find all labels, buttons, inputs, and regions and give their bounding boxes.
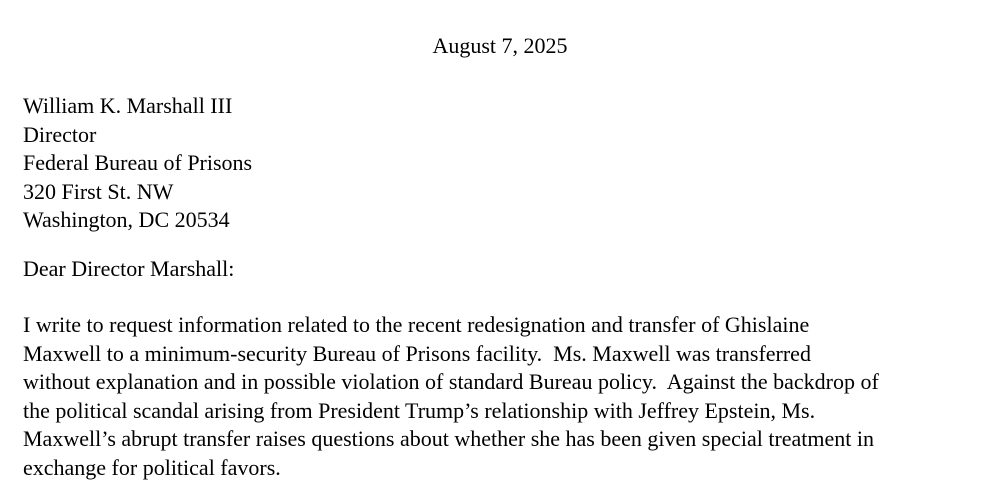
letter-date: August 7, 2025 [432, 33, 568, 58]
paragraph-line: I write to request information related to the recent redesignation and transfer of Ghislaine [23, 312, 810, 337]
recipient-address-block [23, 92, 252, 235]
body-paragraph [23, 311, 879, 483]
paragraph-line: Maxwell’s abrupt transfer raises questions about whether she has been given special treatment in [23, 426, 875, 452]
paragraph-line: without explanation and in possible violation of standard Bureau policy. Against the backdrop of [23, 369, 879, 395]
recipient-organization: Federal Bureau of Prisons [23, 150, 253, 176]
paragraph-line: the political scandal arising from President Trump’s relationship with Jeffrey Epstein, Ms. [23, 397, 816, 423]
recipient-title: Director [23, 121, 97, 147]
paragraph-line: Maxwell to a minimum-security Bureau of Prisons facility. Ms. Maxwell was transferred [23, 340, 811, 366]
recipient-city-state-zip: Washington, DC 20534 [23, 207, 230, 233]
recipient-name: William K. Marshall III [23, 93, 233, 118]
salutation: Dear Director Marshall: [23, 256, 235, 281]
recipient-street: 320 First St. NW [23, 178, 174, 204]
paragraph-line: exchange for political favors. [23, 454, 281, 480]
